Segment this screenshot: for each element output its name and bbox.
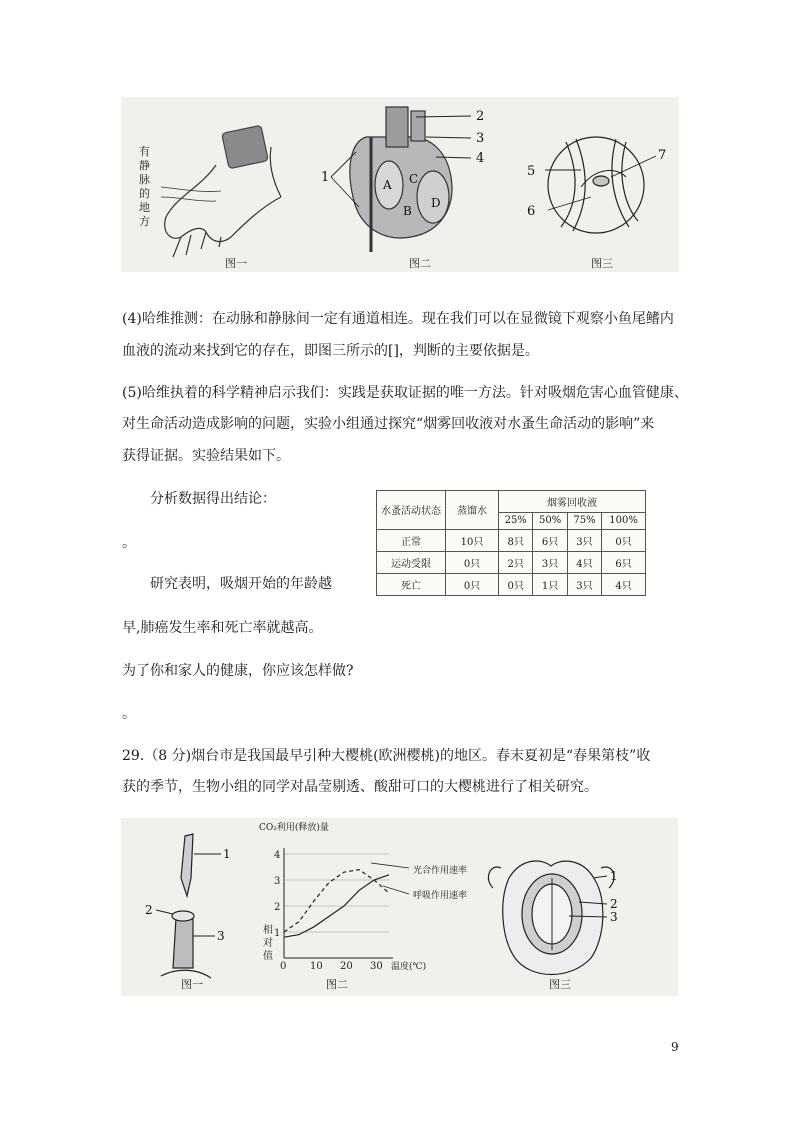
graft-drawing: [161, 834, 211, 978]
table-cell-state: 正常: [377, 529, 446, 551]
label-1: 1: [321, 170, 330, 185]
label-6: 6: [527, 204, 536, 219]
wrist-caption: [139, 145, 150, 228]
caption-fig1: 图一: [181, 978, 203, 991]
x-tick-label: 0: [280, 961, 287, 972]
hand-drawing: [161, 125, 281, 257]
table-cell: 3只: [533, 551, 567, 573]
y-tick-label: 3: [274, 876, 281, 887]
label-4: 4: [476, 151, 485, 166]
research-line1: 研究表明，吸烟开始的年龄越: [150, 576, 332, 592]
wrist-caption-char: 方: [139, 215, 150, 228]
chart-xlabel: 温度(℃): [391, 962, 427, 972]
table-conc: 100%: [602, 513, 646, 530]
table-cell: 10只: [446, 529, 499, 551]
p5-line2: 对生命活动造成影响的问题，实验小组通过探究“烟雾回收液对水蚤生命活动的影响”来: [122, 416, 655, 432]
x-tick-label: 30: [370, 961, 383, 972]
label-3: 3: [476, 131, 485, 146]
caption-fig2: 图二: [326, 978, 348, 991]
label-2: 2: [145, 903, 153, 917]
wrist-caption-char: 静: [139, 159, 150, 172]
y-tick-label: 4: [274, 850, 281, 861]
x-tick-label: 20: [340, 961, 353, 972]
table-header-row: [377, 491, 646, 513]
bottom-figure: [121, 818, 678, 996]
analysis-prompt: 分析数据得出结论：: [150, 491, 276, 507]
table-conc: 75%: [567, 513, 601, 530]
fruit-labels: [610, 869, 618, 924]
wrist-caption-char: 脉: [139, 173, 150, 186]
label-3: 3: [217, 929, 225, 943]
label-3: 3: [610, 910, 618, 924]
p4-line2: 血液的流动来找到它的存在，即图三所示的[]，判断的主要依据是。: [122, 343, 539, 359]
table-conc: 25%: [499, 513, 533, 530]
table-cell: 1只: [533, 573, 567, 595]
table-header-smoke: 烟雾回收液: [499, 491, 646, 513]
table-row: [377, 573, 646, 595]
chart-ylabel-char: 对: [263, 938, 273, 949]
legend-respiration: 呼吸作用速率: [413, 891, 468, 901]
answer-blank-1: 。: [122, 535, 136, 551]
table-header-state: 水蚤活动状态: [377, 491, 446, 530]
table-cell: 4只: [567, 551, 601, 573]
top-figure-drawing: [121, 97, 679, 272]
label-D: D: [431, 196, 441, 210]
caption-fig2: 图二: [409, 257, 431, 270]
wrist-caption-char: 有: [139, 145, 150, 158]
chart-ylabel-char: 值: [263, 951, 273, 962]
wrist-caption-char: 地: [139, 201, 150, 214]
temperature-chart: [259, 821, 467, 972]
label-5: 5: [527, 164, 536, 179]
table-cell: 0只: [446, 551, 499, 573]
question-line: 为了你和家人的健康，你应该怎样做?: [122, 663, 354, 679]
table-cell: 6只: [602, 551, 646, 573]
wrist-caption-char: 的: [139, 187, 150, 200]
table-conc: 50%: [533, 513, 567, 530]
top-figure-captions: [225, 257, 613, 270]
chart-ylabel-top: CO₂利用(释放)量: [259, 823, 329, 833]
table-cell: 4只: [602, 573, 646, 595]
label-C: C: [409, 172, 419, 186]
p4-line1: (4)哈维推测：在动脉和静脉间一定有通道相连。现在我们可以在显微镜下观察小鱼尾鳍内: [122, 311, 674, 327]
label-1: 1: [610, 869, 618, 883]
label-2: 2: [476, 109, 485, 124]
page-number: 9: [671, 1040, 679, 1054]
top-figure: [121, 97, 679, 272]
chart-marks: [274, 848, 393, 972]
caption-fig1: 图一: [225, 257, 247, 270]
chart-ylabel-side: [263, 923, 273, 962]
q29-line1: 29.（8 分)烟台市是我国最早引种大樱桃(欧洲樱桃)的地区。春末夏初是“春果第枝”收: [122, 748, 651, 764]
answer-blank-2: 。: [122, 706, 136, 722]
research-line2: 早,肺癌发生率和死亡率就越高。: [122, 620, 323, 636]
label-7: 7: [658, 148, 667, 163]
label-A: A: [383, 178, 392, 192]
table-cell: 0只: [499, 573, 533, 595]
label-2: 2: [610, 897, 618, 911]
microscope-view: [548, 137, 644, 233]
q29-line2: 获的季节，生物小组的同学对晶莹剔透、酸甜可口的大樱桃进行了相关研究。: [122, 779, 598, 795]
table-cell: 2只: [499, 551, 533, 573]
table-cell: 6只: [533, 529, 567, 551]
table-header-distilled: 蒸馏水: [446, 491, 499, 530]
table-cell: 3只: [567, 573, 601, 595]
table-row: [377, 529, 646, 551]
table-cell: 0只: [446, 573, 499, 595]
y-tick-label: 1: [274, 928, 281, 939]
table-cell-state: 运动受限: [377, 551, 446, 573]
bottom-figure-drawing: [121, 818, 678, 996]
heart-drawing: [350, 107, 452, 252]
table-cell: 3只: [567, 529, 601, 551]
table-cell: 8只: [499, 529, 533, 551]
chart-ylabel-char: 相: [263, 925, 273, 936]
bottom-figure-captions: [181, 978, 571, 991]
data-table: [376, 490, 646, 596]
table-cell: 0只: [602, 529, 646, 551]
caption-fig3: 图三: [591, 257, 613, 270]
label-1: 1: [223, 847, 231, 861]
label-B: B: [403, 204, 412, 218]
y-tick-label: 2: [274, 902, 281, 913]
caption-fig3: 图三: [549, 978, 571, 991]
p5-line3: 获得证据。实验结果如下。: [122, 448, 290, 464]
table-row: [377, 551, 646, 573]
p5-line1: (5)哈维执着的科学精神启示我们：实践是获取证据的唯一方法。针对吸烟危害心血管健康、: [122, 385, 688, 401]
series-line-photosynthesis: [284, 870, 389, 932]
table-cell-state: 死亡: [377, 573, 446, 595]
legend-photosynthesis: 光合作用速率: [413, 866, 468, 876]
x-tick-label: 10: [310, 961, 323, 972]
